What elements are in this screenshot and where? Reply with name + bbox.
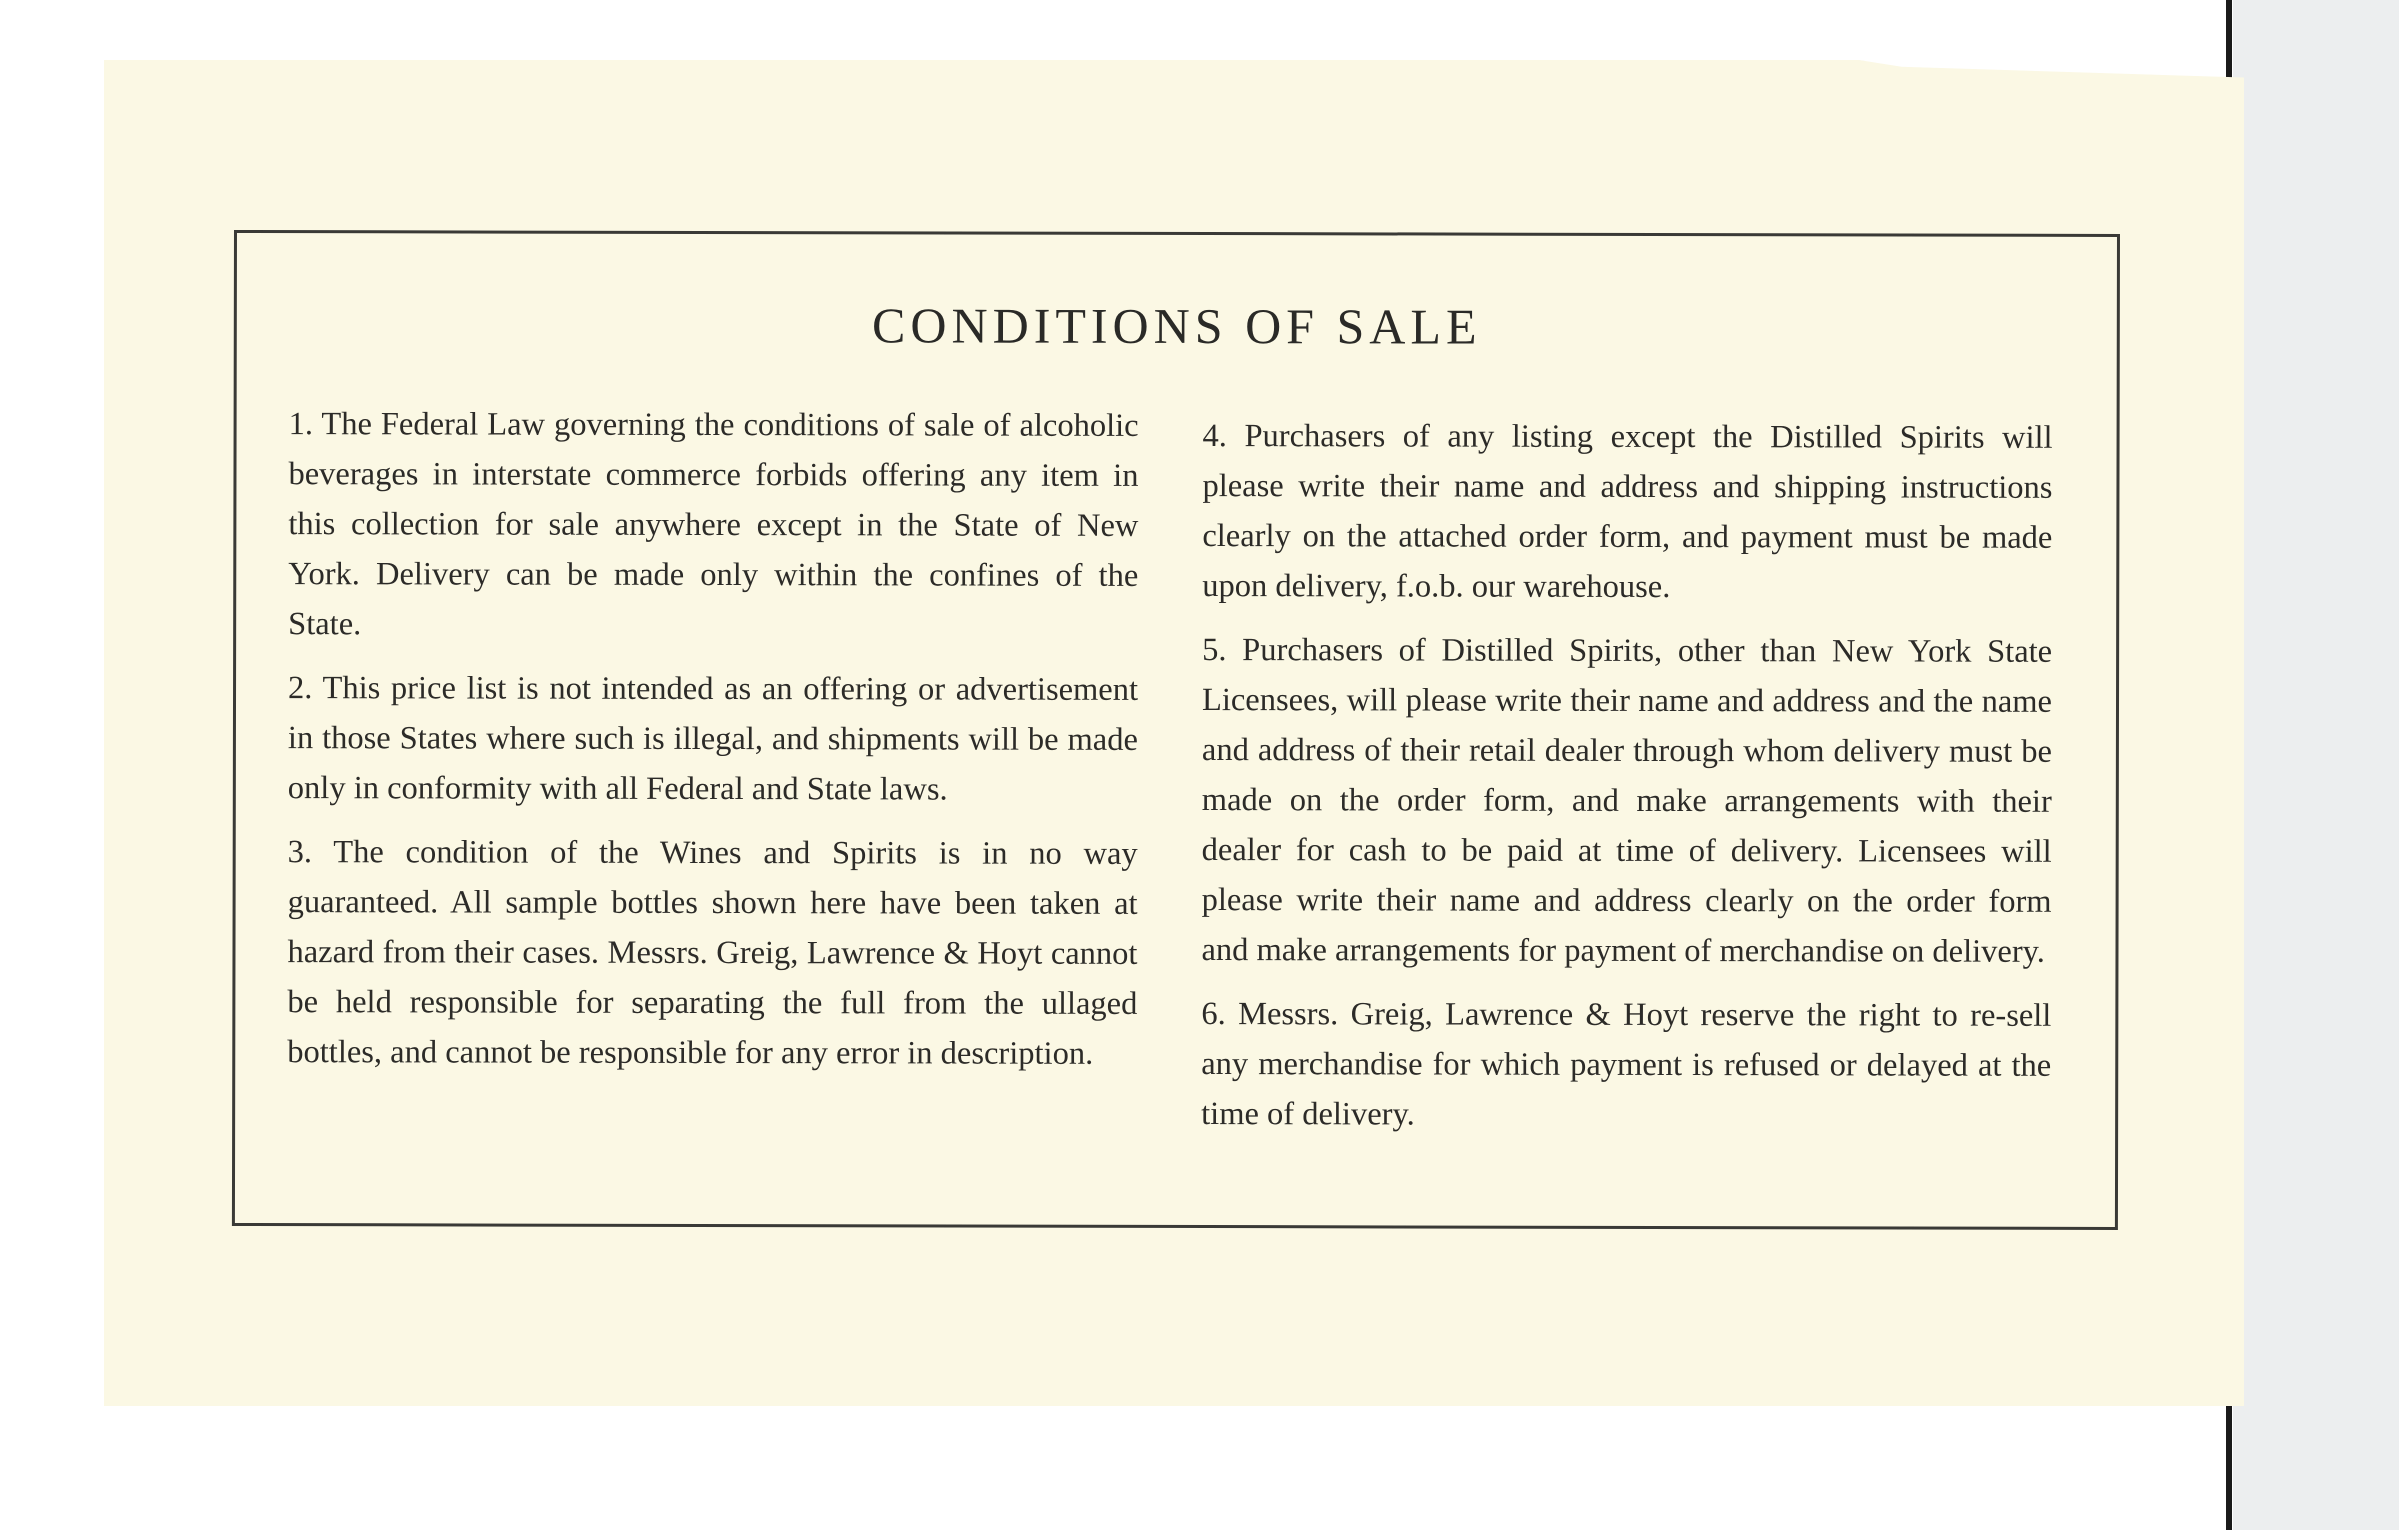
- right-column: [1201, 411, 2053, 1155]
- condition-1: 1. The Federal Law governing the conditions of sale of alcoholic beverages in interstate commerce forbids offering any item in this collection for sale anywhere except in the State of New York. Delivery can be made only within the confines of the State.: [288, 406, 1139, 643]
- condition-6: 6. Messrs. Greig, Lawrence & Hoyt reserve the right to re-sell any merchandise for which payment is refused or delayed at the time of delivery.: [1201, 996, 2052, 1133]
- page-title: CONDITIONS OF SALE: [872, 297, 1482, 355]
- conditions-frame: [232, 230, 2120, 1230]
- scanner-background: [2233, 0, 2399, 1530]
- condition-3: 3. The condition of the Wines and Spirits is in no way guaranteed. All sample bottles shown here have been taken at hazard from their cases. Messrs. Greig, Lawrence & Hoyt cannot be held responsible for separating the full from the ullaged bottles, and cannot be responsible for any error in description.: [287, 834, 1138, 1072]
- condition-2: 2. This price list is not intended as an offering or advertisement in those States where such is illegal, and shipments will be made only in conformity with all Federal and State laws.: [287, 670, 1139, 808]
- condition-5: 5. Purchasers of Distilled Spirits, other than New York State Licensees, will please write their name and address and the name and address of their retail dealer through whom delivery must be made on the order form, and make arrangements with their dealer for cash to be paid at time of delivery. Licensees will please write their name and address clearly on the order form and make arrangements for payment of merchandise on delivery.: [1201, 632, 2053, 970]
- left-column: [287, 399, 1138, 1093]
- condition-4: 4. Purchasers of any listing except the Distilled Spirits will please write their name and address and shipping instructions clearly on the attached order form, and payment must be made upon delivery, f.o.b. our warehouse.: [1202, 418, 2053, 606]
